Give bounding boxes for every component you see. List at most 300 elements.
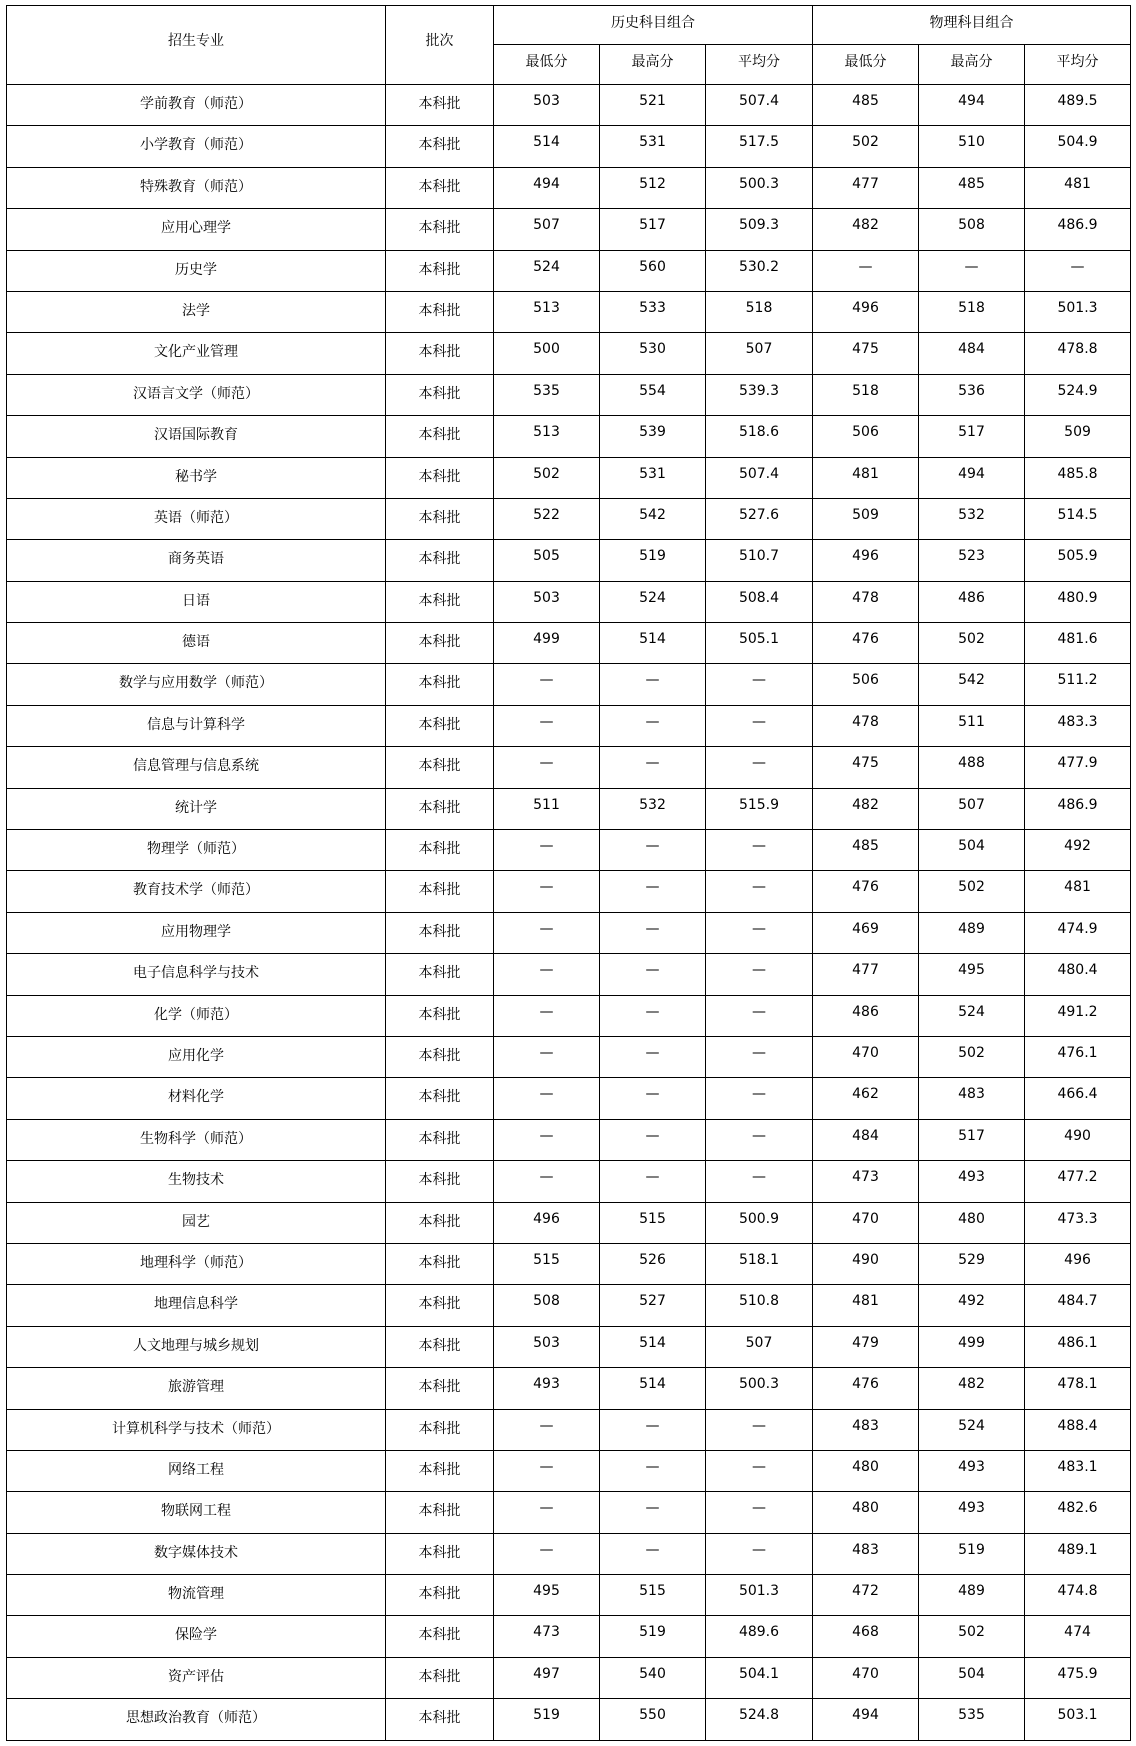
table-row <box>7 1161 1131 1202</box>
history-min-cell: 514 <box>494 126 600 167</box>
header-history-max: 最高分 <box>600 45 706 85</box>
history-max-cell: 550 <box>600 1699 706 1741</box>
history-avg-cell: — <box>706 995 813 1036</box>
batch-cell: 本科批 <box>386 209 494 250</box>
physics-avg-cell: 514.5 <box>1025 498 1131 539</box>
history-max-cell: — <box>600 1533 706 1574</box>
physics-avg-cell: 509 <box>1025 416 1131 457</box>
batch-cell: 本科批 <box>386 540 494 581</box>
history-min-cell: 535 <box>494 374 600 415</box>
physics-max-cell: 510 <box>919 126 1025 167</box>
physics-min-cell: 470 <box>813 1657 919 1698</box>
physics-min-cell: 494 <box>813 1699 919 1741</box>
history-max-cell: — <box>600 1409 706 1450</box>
physics-max-cell: 542 <box>919 664 1025 705</box>
batch-cell: 本科批 <box>386 705 494 746</box>
history-avg-cell: 509.3 <box>706 209 813 250</box>
history-min-cell: — <box>494 1036 600 1077</box>
physics-max-cell: 499 <box>919 1326 1025 1367</box>
history-max-cell: — <box>600 747 706 788</box>
history-min-cell: — <box>494 747 600 788</box>
history-avg-cell: 530.2 <box>706 250 813 291</box>
physics-avg-cell: 485.8 <box>1025 457 1131 498</box>
physics-max-cell: 536 <box>919 374 1025 415</box>
batch-cell: 本科批 <box>386 1492 494 1533</box>
physics-max-cell: 493 <box>919 1161 1025 1202</box>
major-cell: 法学 <box>7 291 386 332</box>
batch-cell: 本科批 <box>386 1202 494 1243</box>
history-avg-cell: — <box>706 705 813 746</box>
physics-max-cell: 485 <box>919 167 1025 208</box>
physics-max-cell: 494 <box>919 85 1025 126</box>
major-cell: 英语（师范） <box>7 498 386 539</box>
header-physics-max: 最高分 <box>919 45 1025 85</box>
physics-max-cell: 504 <box>919 1657 1025 1698</box>
major-cell: 特殊教育（师范） <box>7 167 386 208</box>
history-avg-cell: 504.1 <box>706 1657 813 1698</box>
table-row <box>7 209 1131 250</box>
history-min-cell: 513 <box>494 291 600 332</box>
table-row <box>7 705 1131 746</box>
physics-avg-cell: 474.9 <box>1025 912 1131 953</box>
table-row <box>7 291 1131 332</box>
table-row <box>7 498 1131 539</box>
history-max-cell: 533 <box>600 291 706 332</box>
batch-cell: 本科批 <box>386 1575 494 1616</box>
major-cell: 应用物理学 <box>7 912 386 953</box>
physics-min-cell: 480 <box>813 1492 919 1533</box>
physics-avg-cell: 482.6 <box>1025 1492 1131 1533</box>
physics-min-cell: 481 <box>813 457 919 498</box>
major-cell: 材料化学 <box>7 1078 386 1119</box>
physics-max-cell: 532 <box>919 498 1025 539</box>
history-min-cell: — <box>494 664 600 705</box>
physics-max-cell: 480 <box>919 1202 1025 1243</box>
physics-min-cell: 476 <box>813 1368 919 1409</box>
history-avg-cell: 510.7 <box>706 540 813 581</box>
history-avg-cell: 489.6 <box>706 1616 813 1657</box>
history-max-cell: 514 <box>600 1326 706 1367</box>
history-avg-cell: — <box>706 1409 813 1450</box>
history-avg-cell: 510.8 <box>706 1285 813 1326</box>
history-max-cell: — <box>600 995 706 1036</box>
table-row <box>7 747 1131 788</box>
table-row <box>7 1285 1131 1326</box>
physics-max-cell: 482 <box>919 1368 1025 1409</box>
batch-cell: 本科批 <box>386 291 494 332</box>
header-history-min: 最低分 <box>494 45 600 85</box>
history-min-cell: — <box>494 912 600 953</box>
header-major: 招生专业 <box>7 6 386 85</box>
batch-cell: 本科批 <box>386 1699 494 1741</box>
batch-cell: 本科批 <box>386 1450 494 1491</box>
major-cell: 信息管理与信息系统 <box>7 747 386 788</box>
history-min-cell: — <box>494 954 600 995</box>
history-max-cell: 519 <box>600 1616 706 1657</box>
major-cell: 文化产业管理 <box>7 333 386 374</box>
table-row <box>7 1616 1131 1657</box>
major-cell: 思想政治教育（师范） <box>7 1699 386 1741</box>
table-row <box>7 374 1131 415</box>
physics-avg-cell: 478.8 <box>1025 333 1131 374</box>
history-avg-cell: — <box>706 1533 813 1574</box>
batch-cell: 本科批 <box>386 623 494 664</box>
history-avg-cell: 518.1 <box>706 1243 813 1284</box>
physics-max-cell: 523 <box>919 540 1025 581</box>
batch-cell: 本科批 <box>386 1036 494 1077</box>
major-cell: 教育技术学（师范） <box>7 871 386 912</box>
physics-min-cell: 476 <box>813 871 919 912</box>
history-min-cell: 503 <box>494 85 600 126</box>
history-min-cell: 524 <box>494 250 600 291</box>
history-min-cell: — <box>494 995 600 1036</box>
physics-min-cell: 502 <box>813 126 919 167</box>
physics-avg-cell: — <box>1025 250 1131 291</box>
history-avg-cell: 501.3 <box>706 1575 813 1616</box>
physics-avg-cell: 477.9 <box>1025 747 1131 788</box>
physics-min-cell: 486 <box>813 995 919 1036</box>
table-row <box>7 1326 1131 1367</box>
history-avg-cell: 505.1 <box>706 623 813 664</box>
table-row <box>7 623 1131 664</box>
history-min-cell: 496 <box>494 1202 600 1243</box>
major-cell: 地理信息科学 <box>7 1285 386 1326</box>
batch-cell: 本科批 <box>386 1161 494 1202</box>
history-min-cell: 503 <box>494 581 600 622</box>
physics-avg-cell: 474 <box>1025 1616 1131 1657</box>
table-row <box>7 1657 1131 1698</box>
physics-avg-cell: 474.8 <box>1025 1575 1131 1616</box>
history-avg-cell: — <box>706 912 813 953</box>
physics-min-cell: 479 <box>813 1326 919 1367</box>
table-header <box>7 6 1131 85</box>
physics-avg-cell: 488.4 <box>1025 1409 1131 1450</box>
batch-cell: 本科批 <box>386 1657 494 1698</box>
table-row <box>7 912 1131 953</box>
physics-avg-cell: 504.9 <box>1025 126 1131 167</box>
physics-max-cell: 517 <box>919 1119 1025 1160</box>
history-max-cell: — <box>600 705 706 746</box>
batch-cell: 本科批 <box>386 250 494 291</box>
physics-max-cell: 508 <box>919 209 1025 250</box>
history-min-cell: 502 <box>494 457 600 498</box>
history-min-cell: 494 <box>494 167 600 208</box>
batch-cell: 本科批 <box>386 1119 494 1160</box>
physics-max-cell: 517 <box>919 416 1025 457</box>
header-physics-min: 最低分 <box>813 45 919 85</box>
history-max-cell: — <box>600 664 706 705</box>
physics-avg-cell: 483.1 <box>1025 1450 1131 1491</box>
physics-max-cell: 502 <box>919 1616 1025 1657</box>
major-cell: 汉语言文学（师范） <box>7 374 386 415</box>
history-avg-cell: — <box>706 1078 813 1119</box>
major-cell: 应用化学 <box>7 1036 386 1077</box>
history-min-cell: 495 <box>494 1575 600 1616</box>
table-row <box>7 457 1131 498</box>
batch-cell: 本科批 <box>386 85 494 126</box>
admission-scores-table <box>6 5 1131 1741</box>
major-cell: 数学与应用数学（师范） <box>7 664 386 705</box>
history-max-cell: 515 <box>600 1575 706 1616</box>
physics-avg-cell: 473.3 <box>1025 1202 1131 1243</box>
history-max-cell: — <box>600 830 706 871</box>
history-min-cell: — <box>494 1533 600 1574</box>
physics-avg-cell: 480.9 <box>1025 581 1131 622</box>
history-avg-cell: 527.6 <box>706 498 813 539</box>
physics-min-cell: 483 <box>813 1533 919 1574</box>
history-min-cell: — <box>494 1409 600 1450</box>
major-cell: 德语 <box>7 623 386 664</box>
major-cell: 物理学（师范） <box>7 830 386 871</box>
history-avg-cell: 507 <box>706 1326 813 1367</box>
physics-max-cell: 504 <box>919 830 1025 871</box>
physics-max-cell: 507 <box>919 788 1025 829</box>
history-avg-cell: 500.3 <box>706 167 813 208</box>
physics-avg-cell: 489.1 <box>1025 1533 1131 1574</box>
batch-cell: 本科批 <box>386 374 494 415</box>
physics-min-cell: 490 <box>813 1243 919 1284</box>
physics-avg-cell: 489.5 <box>1025 85 1131 126</box>
physics-avg-cell: 481 <box>1025 871 1131 912</box>
history-min-cell: 503 <box>494 1326 600 1367</box>
batch-cell: 本科批 <box>386 1409 494 1450</box>
history-max-cell: 560 <box>600 250 706 291</box>
physics-max-cell: 492 <box>919 1285 1025 1326</box>
physics-avg-cell: 505.9 <box>1025 540 1131 581</box>
history-max-cell: 514 <box>600 623 706 664</box>
batch-cell: 本科批 <box>386 498 494 539</box>
batch-cell: 本科批 <box>386 1616 494 1657</box>
history-avg-cell: 524.8 <box>706 1699 813 1741</box>
physics-min-cell: 482 <box>813 788 919 829</box>
table-row <box>7 581 1131 622</box>
history-min-cell: 505 <box>494 540 600 581</box>
history-min-cell: 515 <box>494 1243 600 1284</box>
history-max-cell: — <box>600 954 706 995</box>
history-max-cell: — <box>600 1450 706 1491</box>
physics-max-cell: 488 <box>919 747 1025 788</box>
physics-min-cell: 470 <box>813 1036 919 1077</box>
batch-cell: 本科批 <box>386 871 494 912</box>
physics-min-cell: 483 <box>813 1409 919 1450</box>
major-cell: 商务英语 <box>7 540 386 581</box>
physics-min-cell: 476 <box>813 623 919 664</box>
major-cell: 保险学 <box>7 1616 386 1657</box>
major-cell: 网络工程 <box>7 1450 386 1491</box>
table-row <box>7 1450 1131 1491</box>
major-cell: 人文地理与城乡规划 <box>7 1326 386 1367</box>
table-row <box>7 167 1131 208</box>
table-row <box>7 1243 1131 1284</box>
physics-min-cell: 470 <box>813 1202 919 1243</box>
batch-cell: 本科批 <box>386 581 494 622</box>
batch-cell: 本科批 <box>386 995 494 1036</box>
history-max-cell: — <box>600 1161 706 1202</box>
history-avg-cell: — <box>706 871 813 912</box>
physics-avg-cell: 503.1 <box>1025 1699 1131 1741</box>
physics-max-cell: 495 <box>919 954 1025 995</box>
physics-max-cell: 489 <box>919 1575 1025 1616</box>
major-cell: 学前教育（师范） <box>7 85 386 126</box>
physics-max-cell: 502 <box>919 623 1025 664</box>
physics-avg-cell: 483.3 <box>1025 705 1131 746</box>
table-row <box>7 995 1131 1036</box>
physics-avg-cell: 481 <box>1025 167 1131 208</box>
physics-avg-cell: 496 <box>1025 1243 1131 1284</box>
history-avg-cell: 507.4 <box>706 457 813 498</box>
physics-min-cell: 506 <box>813 416 919 457</box>
history-avg-cell: — <box>706 830 813 871</box>
major-cell: 电子信息科学与技术 <box>7 954 386 995</box>
physics-max-cell: 529 <box>919 1243 1025 1284</box>
table-row <box>7 664 1131 705</box>
history-avg-cell: — <box>706 664 813 705</box>
history-min-cell: 519 <box>494 1699 600 1741</box>
physics-max-cell: 511 <box>919 705 1025 746</box>
history-max-cell: 540 <box>600 1657 706 1698</box>
table-row <box>7 540 1131 581</box>
history-max-cell: — <box>600 1078 706 1119</box>
physics-min-cell: 478 <box>813 705 919 746</box>
physics-max-cell: 486 <box>919 581 1025 622</box>
table-row <box>7 1699 1131 1741</box>
batch-cell: 本科批 <box>386 167 494 208</box>
history-max-cell: — <box>600 871 706 912</box>
table-row <box>7 1202 1131 1243</box>
physics-max-cell: 494 <box>919 457 1025 498</box>
history-avg-cell: — <box>706 1450 813 1491</box>
physics-avg-cell: 486.9 <box>1025 788 1131 829</box>
table-row <box>7 333 1131 374</box>
history-max-cell: — <box>600 1119 706 1160</box>
history-min-cell: 473 <box>494 1616 600 1657</box>
physics-min-cell: 472 <box>813 1575 919 1616</box>
history-min-cell: — <box>494 705 600 746</box>
physics-min-cell: 478 <box>813 581 919 622</box>
history-max-cell: — <box>600 1036 706 1077</box>
physics-avg-cell: 484.7 <box>1025 1285 1131 1326</box>
batch-cell: 本科批 <box>386 912 494 953</box>
physics-min-cell: 485 <box>813 830 919 871</box>
major-cell: 小学教育（师范） <box>7 126 386 167</box>
physics-min-cell: 484 <box>813 1119 919 1160</box>
header-physics-group: 物理科目组合 <box>813 6 1131 45</box>
physics-min-cell: 468 <box>813 1616 919 1657</box>
physics-avg-cell: 478.1 <box>1025 1368 1131 1409</box>
physics-min-cell: 496 <box>813 291 919 332</box>
physics-avg-cell: 492 <box>1025 830 1131 871</box>
table-row <box>7 1078 1131 1119</box>
physics-min-cell: 469 <box>813 912 919 953</box>
major-cell: 统计学 <box>7 788 386 829</box>
physics-avg-cell: 480.4 <box>1025 954 1131 995</box>
major-cell: 物联网工程 <box>7 1492 386 1533</box>
physics-min-cell: 518 <box>813 374 919 415</box>
history-min-cell: — <box>494 1492 600 1533</box>
physics-max-cell: 484 <box>919 333 1025 374</box>
batch-cell: 本科批 <box>386 1533 494 1574</box>
physics-avg-cell: 491.2 <box>1025 995 1131 1036</box>
table-row <box>7 1533 1131 1574</box>
history-max-cell: 515 <box>600 1202 706 1243</box>
physics-max-cell: 493 <box>919 1492 1025 1533</box>
history-min-cell: 522 <box>494 498 600 539</box>
table-row <box>7 85 1131 126</box>
history-max-cell: 514 <box>600 1368 706 1409</box>
major-cell: 生物科学（师范） <box>7 1119 386 1160</box>
history-min-cell: 497 <box>494 1657 600 1698</box>
physics-max-cell: 502 <box>919 1036 1025 1077</box>
batch-cell: 本科批 <box>386 457 494 498</box>
physics-min-cell: 475 <box>813 333 919 374</box>
table-row <box>7 416 1131 457</box>
major-cell: 数字媒体技术 <box>7 1533 386 1574</box>
major-cell: 物流管理 <box>7 1575 386 1616</box>
history-avg-cell: 500.3 <box>706 1368 813 1409</box>
table-row <box>7 788 1131 829</box>
history-max-cell: 526 <box>600 1243 706 1284</box>
history-avg-cell: 500.9 <box>706 1202 813 1243</box>
batch-cell: 本科批 <box>386 830 494 871</box>
history-max-cell: 531 <box>600 126 706 167</box>
history-min-cell: 500 <box>494 333 600 374</box>
history-max-cell: 530 <box>600 333 706 374</box>
physics-min-cell: 477 <box>813 167 919 208</box>
history-min-cell: 511 <box>494 788 600 829</box>
physics-min-cell: 482 <box>813 209 919 250</box>
history-max-cell: 531 <box>600 457 706 498</box>
history-min-cell: — <box>494 1078 600 1119</box>
history-max-cell: — <box>600 912 706 953</box>
major-cell: 秘书学 <box>7 457 386 498</box>
table-row <box>7 1119 1131 1160</box>
major-cell: 生物技术 <box>7 1161 386 1202</box>
history-max-cell: 554 <box>600 374 706 415</box>
history-avg-cell: — <box>706 1492 813 1533</box>
physics-max-cell: 489 <box>919 912 1025 953</box>
physics-min-cell: 506 <box>813 664 919 705</box>
history-avg-cell: 515.9 <box>706 788 813 829</box>
history-max-cell: 517 <box>600 209 706 250</box>
physics-avg-cell: 466.4 <box>1025 1078 1131 1119</box>
physics-max-cell: 493 <box>919 1450 1025 1491</box>
history-avg-cell: — <box>706 1036 813 1077</box>
batch-cell: 本科批 <box>386 1368 494 1409</box>
batch-cell: 本科批 <box>386 1078 494 1119</box>
history-max-cell: 539 <box>600 416 706 457</box>
history-avg-cell: — <box>706 954 813 995</box>
physics-min-cell: 480 <box>813 1450 919 1491</box>
physics-min-cell: 475 <box>813 747 919 788</box>
major-cell: 历史学 <box>7 250 386 291</box>
history-max-cell: 542 <box>600 498 706 539</box>
batch-cell: 本科批 <box>386 333 494 374</box>
physics-min-cell: 496 <box>813 540 919 581</box>
physics-avg-cell: 486.1 <box>1025 1326 1131 1367</box>
physics-max-cell: 535 <box>919 1699 1025 1741</box>
batch-cell: 本科批 <box>386 1326 494 1367</box>
history-avg-cell: 518.6 <box>706 416 813 457</box>
major-cell: 信息与计算科学 <box>7 705 386 746</box>
major-cell: 应用心理学 <box>7 209 386 250</box>
batch-cell: 本科批 <box>386 416 494 457</box>
header-batch: 批次 <box>386 6 494 85</box>
physics-avg-cell: 511.2 <box>1025 664 1131 705</box>
batch-cell: 本科批 <box>386 954 494 995</box>
physics-min-cell: 509 <box>813 498 919 539</box>
batch-cell: 本科批 <box>386 1243 494 1284</box>
batch-cell: 本科批 <box>386 664 494 705</box>
